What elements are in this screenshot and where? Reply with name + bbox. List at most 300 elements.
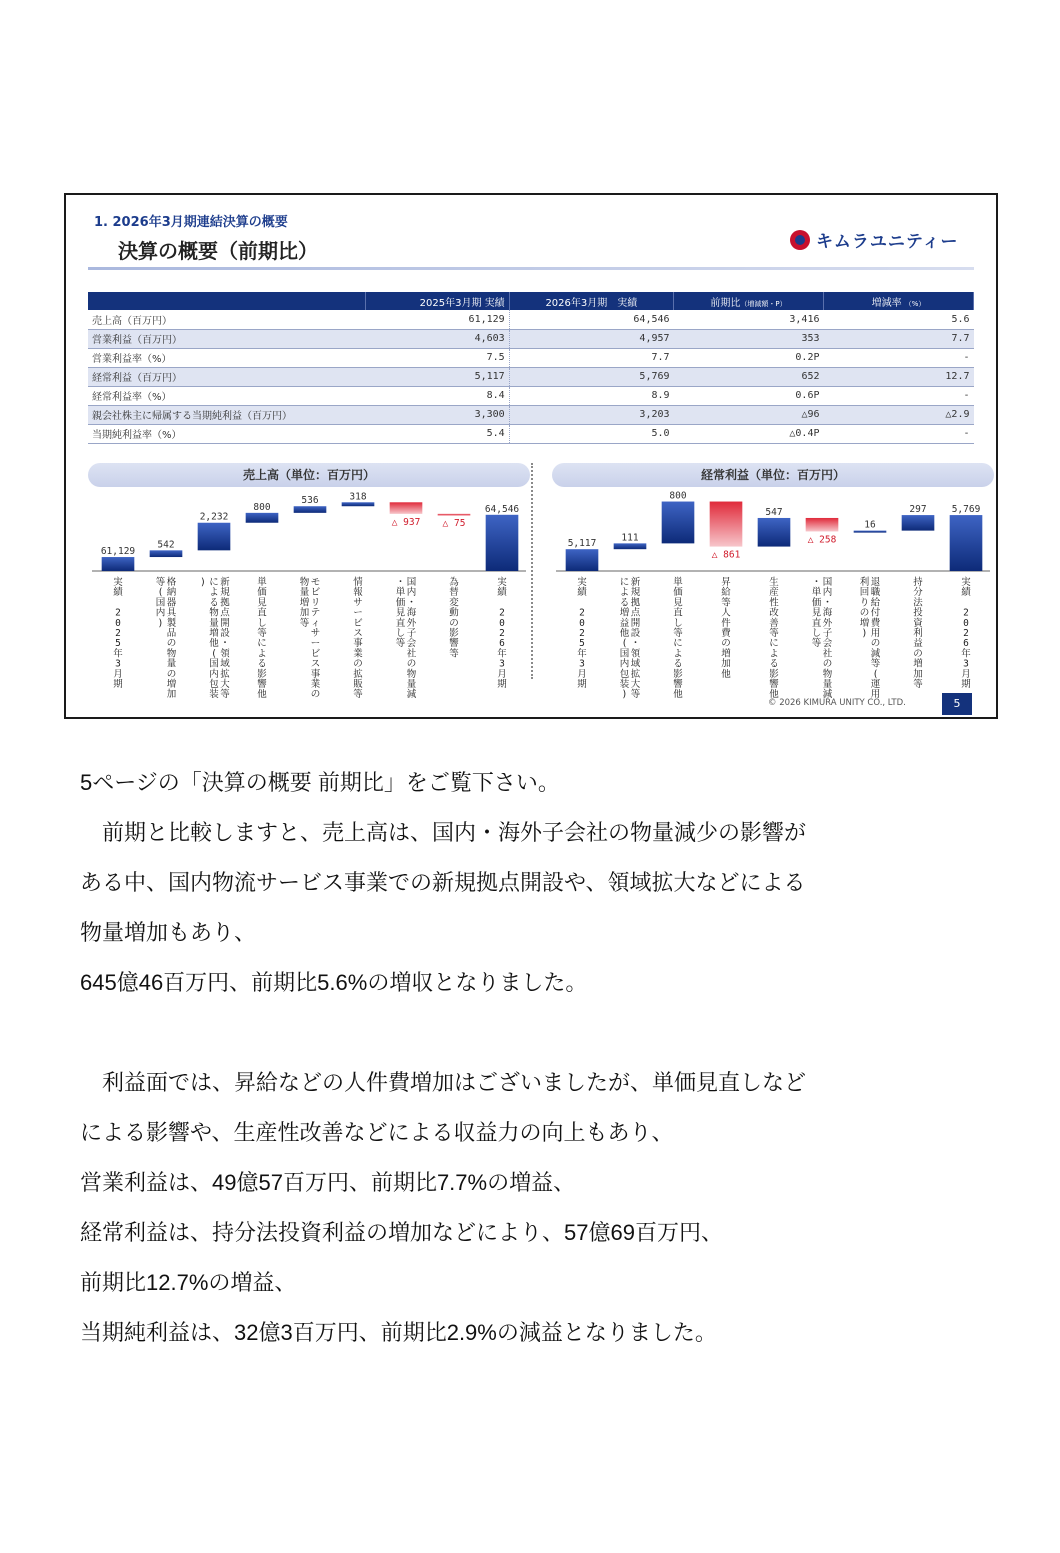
svg-text:年: 年 xyxy=(961,648,971,660)
row-value: △0.4P xyxy=(674,424,824,443)
svg-text:に: に xyxy=(619,577,630,588)
svg-text:件: 件 xyxy=(721,617,731,629)
category-label xyxy=(300,576,321,700)
svg-text:期: 期 xyxy=(113,679,123,690)
svg-text:社: 社 xyxy=(822,648,833,660)
svg-text:事: 事 xyxy=(353,638,363,650)
svg-text:費: 費 xyxy=(721,628,731,639)
svg-text:(: ( xyxy=(872,668,879,680)
narrative-line: 前期比12.7%の増益、 xyxy=(80,1270,297,1295)
waterfall-bar xyxy=(102,557,135,571)
svg-text:量: 量 xyxy=(209,617,219,629)
svg-text:る: る xyxy=(257,658,267,670)
narrative-line: 営業利益は、49億57百万円、前期比7.7%の増益、 xyxy=(80,1170,576,1195)
ordinary-profit-waterfall-chart xyxy=(552,463,994,701)
svg-text:等: 等 xyxy=(299,617,310,629)
bar-value-label: △ 861 xyxy=(711,549,741,561)
svg-text:他: 他 xyxy=(619,628,630,639)
svg-text:2: 2 xyxy=(963,607,969,619)
svg-text:善: 善 xyxy=(769,617,779,629)
bar-value-label: 111 xyxy=(621,532,639,544)
waterfall-bar xyxy=(902,515,935,531)
table-row xyxy=(88,310,974,329)
svg-text:域: 域 xyxy=(220,658,230,670)
svg-text:0: 0 xyxy=(963,617,969,629)
svg-text:増: 増 xyxy=(859,617,870,629)
sales-chart-title: 売上高（単位：百万円） xyxy=(88,463,530,487)
svg-text:月: 月 xyxy=(961,668,971,680)
svg-text:昇: 昇 xyxy=(721,577,731,588)
svg-text:点: 点 xyxy=(630,607,641,619)
bar-value-label: 16 xyxy=(864,519,876,531)
svg-text:減: 減 xyxy=(822,689,833,701)
svg-text:2: 2 xyxy=(115,607,121,619)
svg-text:職: 職 xyxy=(870,587,881,599)
row-value: 7.7 xyxy=(824,329,974,348)
table-header-rate: 増減率 （%） xyxy=(824,292,974,310)
waterfall-bar xyxy=(294,506,327,513)
svg-text:領: 領 xyxy=(630,648,641,660)
slide-title: 決算の概要（前期比） xyxy=(118,239,318,263)
row-label: 経常利益率（%） xyxy=(88,386,365,405)
svg-text:新: 新 xyxy=(220,577,230,588)
row-value: 5.4 xyxy=(365,424,509,443)
svg-text:性: 性 xyxy=(769,597,779,609)
svg-text:2: 2 xyxy=(115,628,121,639)
svg-text:単: 単 xyxy=(811,587,822,599)
svg-text:内: 内 xyxy=(822,587,833,599)
waterfall-bar xyxy=(438,514,471,516)
category-label xyxy=(769,576,779,700)
waterfall-bar xyxy=(854,531,887,533)
svg-text:響: 響 xyxy=(449,638,459,650)
row-value: - xyxy=(824,386,974,405)
svg-text:よ: よ xyxy=(673,648,683,660)
svg-text:開: 開 xyxy=(220,617,230,629)
slide-panel xyxy=(64,193,998,719)
svg-text:価: 価 xyxy=(811,597,822,609)
svg-text:拡: 拡 xyxy=(220,668,230,680)
row-value: 7.7 xyxy=(509,348,673,367)
svg-text:減: 減 xyxy=(406,689,417,701)
row-value: 353 xyxy=(674,329,824,348)
svg-text:価: 価 xyxy=(673,587,683,599)
category-label xyxy=(353,576,363,700)
svg-text:給: 給 xyxy=(721,587,731,599)
svg-text:量: 量 xyxy=(166,658,177,670)
svg-text:等: 等 xyxy=(155,577,166,588)
svg-text:具: 具 xyxy=(166,607,177,619)
row-value: 4,957 xyxy=(509,329,673,348)
svg-text:モ: モ xyxy=(310,577,321,588)
narrative-line: 物量増加もあり、 xyxy=(80,920,257,945)
svg-text:他: 他 xyxy=(721,668,731,680)
svg-text:実: 実 xyxy=(113,577,123,588)
svg-text:単: 単 xyxy=(257,577,267,588)
svg-text:績: 績 xyxy=(497,587,507,599)
waterfall-bar xyxy=(198,523,231,551)
title-underline xyxy=(88,267,974,270)
svg-text:他: 他 xyxy=(257,689,267,701)
svg-text:品: 品 xyxy=(166,628,177,639)
svg-text:開: 開 xyxy=(630,617,641,629)
table-header-fy2026: 2026年3月期 実績 xyxy=(509,292,673,310)
svg-text:ー: ー xyxy=(310,638,321,650)
svg-text:加: 加 xyxy=(299,607,310,619)
profit-chart-svg xyxy=(552,490,994,701)
summary-table xyxy=(88,292,974,444)
waterfall-bar xyxy=(246,513,279,523)
table-row xyxy=(88,367,974,386)
svg-text:国: 国 xyxy=(155,597,166,609)
svg-text:物: 物 xyxy=(166,648,177,660)
svg-text:事: 事 xyxy=(310,668,321,680)
svg-text:よ: よ xyxy=(769,648,779,660)
svg-text:等: 等 xyxy=(811,638,822,650)
svg-text:規: 規 xyxy=(630,587,641,599)
narrative-line: ある中、国内物流サービス事業での新規拠点開設や、領域拡大などによる xyxy=(80,870,806,895)
svg-text:他: 他 xyxy=(209,638,219,650)
row-label: 営業利益（百万円） xyxy=(88,329,365,348)
category-label xyxy=(961,576,972,690)
svg-text:会: 会 xyxy=(406,638,417,650)
svg-text:他: 他 xyxy=(673,689,683,701)
svg-text:法: 法 xyxy=(913,597,923,609)
svg-text:海: 海 xyxy=(822,607,833,619)
waterfall-bar xyxy=(486,515,519,571)
svg-text:業: 業 xyxy=(353,648,363,660)
bar-value-label: 64,546 xyxy=(484,503,520,515)
svg-text:内: 内 xyxy=(406,587,417,599)
table-row xyxy=(88,405,974,424)
svg-text:規: 規 xyxy=(220,587,230,599)
svg-text:製: 製 xyxy=(166,617,177,629)
bar-value-label: 318 xyxy=(349,491,367,503)
svg-text:よ: よ xyxy=(619,587,630,599)
svg-text:等: 等 xyxy=(395,638,406,650)
svg-text:国: 国 xyxy=(209,658,219,670)
category-label xyxy=(200,576,230,700)
svg-text:響: 響 xyxy=(257,679,267,690)
svg-text:る: る xyxy=(673,658,683,670)
svg-text:領: 領 xyxy=(220,648,230,660)
row-value: △2.9 xyxy=(824,405,974,424)
svg-text:月: 月 xyxy=(577,668,587,680)
svg-text:し: し xyxy=(811,628,822,639)
svg-text:2: 2 xyxy=(579,628,585,639)
table-header-fy2025: 2025年3月期 実績 xyxy=(365,292,509,310)
svg-text:産: 産 xyxy=(769,587,779,599)
svg-text:増: 増 xyxy=(299,597,310,609)
category-label xyxy=(620,576,641,700)
svg-text:年: 年 xyxy=(577,648,587,660)
row-value: 8.4 xyxy=(365,386,509,405)
bar-value-label: 542 xyxy=(157,539,175,551)
svg-text:2: 2 xyxy=(499,628,505,639)
svg-text:量: 量 xyxy=(822,679,833,690)
row-label: 当期純利益率（%） xyxy=(88,424,365,443)
svg-text:0: 0 xyxy=(115,617,121,629)
svg-text:装: 装 xyxy=(209,689,219,701)
table-header-row xyxy=(88,292,974,310)
svg-text:の: の xyxy=(166,668,177,680)
svg-text:に: に xyxy=(673,638,683,650)
bar-value-label: 800 xyxy=(253,501,271,513)
svg-text:・: ・ xyxy=(395,577,406,588)
narrative-line: 経常利益は、持分法投資利益の増加などにより、57億69百万円、 xyxy=(80,1220,723,1245)
svg-text:(: ( xyxy=(157,587,164,599)
svg-text:影: 影 xyxy=(769,668,779,680)
table-row xyxy=(88,386,974,405)
svg-text:納: 納 xyxy=(166,587,177,599)
waterfall-bar xyxy=(758,518,791,547)
svg-text:の: の xyxy=(859,607,870,619)
row-label: 営業利益率（%） xyxy=(88,348,365,367)
svg-text:ス: ス xyxy=(310,658,321,670)
svg-text:子: 子 xyxy=(406,628,417,639)
category-label xyxy=(257,576,267,700)
category-label xyxy=(156,576,177,700)
svg-text:包: 包 xyxy=(209,679,219,690)
svg-text:・: ・ xyxy=(406,597,417,609)
category-label xyxy=(812,577,833,700)
bar-value-label: △ 75 xyxy=(442,517,466,529)
row-value: 12.7 xyxy=(824,367,974,386)
svg-text:変: 変 xyxy=(449,597,459,609)
svg-text:器: 器 xyxy=(166,597,177,609)
svg-text:2: 2 xyxy=(579,607,585,619)
category-label xyxy=(577,576,588,690)
svg-text:・: ・ xyxy=(630,638,641,650)
svg-text:影: 影 xyxy=(257,668,267,680)
svg-text:の: の xyxy=(913,648,923,660)
svg-text:3: 3 xyxy=(499,658,505,670)
waterfall-bar xyxy=(150,550,183,557)
svg-text:包: 包 xyxy=(619,668,630,680)
svg-text:月: 月 xyxy=(497,668,507,680)
svg-text:等: 等 xyxy=(870,658,881,670)
row-value: 5,117 xyxy=(365,367,509,386)
svg-text:績: 績 xyxy=(113,587,123,599)
svg-text:2: 2 xyxy=(963,628,969,639)
svg-text:為: 為 xyxy=(449,577,459,588)
row-value: 4,603 xyxy=(365,329,509,348)
narrative-line: 利益面では、昇給などの人件費増加はございましたが、単価見直しなど xyxy=(80,1070,807,1095)
table-row xyxy=(88,329,974,348)
svg-text:子: 子 xyxy=(822,628,833,639)
row-label: 親会社株主に帰属する当期純利益（百万円） xyxy=(88,405,365,424)
row-label: 経常利益（百万円） xyxy=(88,367,365,386)
svg-text:装: 装 xyxy=(619,679,630,690)
row-value: 5,769 xyxy=(509,367,673,386)
svg-text:ビ: ビ xyxy=(310,587,321,599)
row-label: 売上高（百万円） xyxy=(88,310,365,329)
bar-value-label: 536 xyxy=(301,495,319,507)
svg-text:ー: ー xyxy=(353,607,363,619)
svg-text:加: 加 xyxy=(166,689,177,701)
chart-divider xyxy=(531,463,533,679)
category-label xyxy=(721,577,731,680)
svg-text:国: 国 xyxy=(822,577,833,588)
svg-text:情: 情 xyxy=(353,577,363,588)
row-value: - xyxy=(824,424,974,443)
section-title: 1. 2026年3月期連結決算の概要 xyxy=(94,215,288,230)
waterfall-bar xyxy=(342,502,375,506)
svg-text:価: 価 xyxy=(257,587,267,599)
svg-text:改: 改 xyxy=(769,607,779,619)
svg-text:給: 給 xyxy=(870,597,881,609)
svg-text:の: の xyxy=(449,617,459,629)
row-value: 7.5 xyxy=(365,348,509,367)
svg-text:(: ( xyxy=(621,638,628,650)
bar-value-label: 5,769 xyxy=(951,504,981,516)
row-value: 3,203 xyxy=(509,405,673,424)
svg-text:物: 物 xyxy=(299,577,310,588)
svg-text:ビ: ビ xyxy=(310,648,321,660)
svg-text:拡: 拡 xyxy=(353,668,363,680)
narrative-line: 5ページの「決算の概要 前期比」をご覧下さい。 xyxy=(80,770,560,795)
logo-text: キムラユニティー xyxy=(816,232,959,252)
sales-waterfall-chart xyxy=(88,463,530,701)
svg-text:等: 等 xyxy=(353,689,363,701)
svg-text:量: 量 xyxy=(299,587,310,599)
svg-text:響: 響 xyxy=(673,679,683,690)
svg-text:増: 増 xyxy=(166,679,177,690)
waterfall-bar xyxy=(950,515,983,571)
svg-text:テ: テ xyxy=(310,607,321,619)
svg-text:報: 報 xyxy=(353,587,363,599)
svg-text:年: 年 xyxy=(497,648,507,660)
bar-value-label: 297 xyxy=(909,504,927,516)
svg-text:の: の xyxy=(721,638,731,650)
svg-text:の: の xyxy=(406,658,417,670)
narrative-line: 当期純利益は、32億3百万円、前期比2.9%の減益となりました。 xyxy=(80,1320,717,1345)
svg-text:生: 生 xyxy=(769,577,779,588)
table-header-label xyxy=(88,292,365,310)
svg-text:2: 2 xyxy=(499,607,505,619)
svg-text:期: 期 xyxy=(961,679,971,690)
svg-text:実: 実 xyxy=(497,577,507,588)
svg-text:績: 績 xyxy=(961,587,971,599)
bar-value-label: △ 937 xyxy=(391,516,421,528)
svg-text:拠: 拠 xyxy=(630,597,641,609)
waterfall-bar xyxy=(710,502,743,547)
svg-text:拡: 拡 xyxy=(630,668,641,680)
svg-text:し: し xyxy=(395,628,406,639)
svg-text:点: 点 xyxy=(220,607,230,619)
svg-text:サ: サ xyxy=(310,628,321,639)
category-label xyxy=(860,576,881,700)
svg-text:の: の xyxy=(353,658,363,670)
svg-text:増: 増 xyxy=(209,628,219,639)
svg-text:会: 会 xyxy=(822,638,833,650)
svg-text:6: 6 xyxy=(499,638,505,650)
svg-text:実: 実 xyxy=(961,577,971,588)
svg-text:内: 内 xyxy=(619,658,630,670)
category-label xyxy=(673,576,683,700)
svg-text:し: し xyxy=(257,617,267,629)
row-value: △96 xyxy=(674,405,824,424)
svg-text:の: の xyxy=(166,638,177,650)
svg-text:に: に xyxy=(257,638,267,650)
copyright: © 2026 KIMURA UNITY CO., LTD. xyxy=(768,698,906,708)
svg-text:等: 等 xyxy=(769,628,779,639)
svg-text:外: 外 xyxy=(822,617,833,629)
row-value: 652 xyxy=(674,367,824,386)
svg-text:等: 等 xyxy=(630,689,641,701)
svg-text:直: 直 xyxy=(811,617,822,629)
bar-value-label: △ 258 xyxy=(807,534,837,546)
svg-text:響: 響 xyxy=(769,679,779,690)
svg-text:3: 3 xyxy=(963,658,969,670)
svg-text:加: 加 xyxy=(721,658,731,670)
svg-text:): ) xyxy=(861,628,868,639)
svg-text:投: 投 xyxy=(913,607,923,619)
svg-text:付: 付 xyxy=(870,607,881,619)
svg-text:内: 内 xyxy=(155,607,166,619)
row-value: 64,546 xyxy=(509,310,673,329)
svg-text:他: 他 xyxy=(769,689,779,701)
svg-text:る: る xyxy=(619,597,630,609)
svg-text:単: 単 xyxy=(673,577,683,588)
company-logo xyxy=(790,227,958,252)
row-value: 0.6P xyxy=(674,386,824,405)
svg-text:利: 利 xyxy=(859,577,870,588)
narrative-line: 前期と比較しますと、売上高は、国内・海外子会社の物量減少の影響が xyxy=(80,820,807,845)
svg-text:外: 外 xyxy=(406,617,417,629)
svg-text:加: 加 xyxy=(913,668,923,680)
svg-text:年: 年 xyxy=(113,648,123,660)
svg-text:実: 実 xyxy=(577,577,587,588)
sales-chart-svg xyxy=(88,491,530,701)
svg-text:の: の xyxy=(870,638,881,650)
svg-text:大: 大 xyxy=(630,679,641,690)
svg-text:・: ・ xyxy=(811,577,822,588)
svg-text:退: 退 xyxy=(870,577,881,588)
svg-text:分: 分 xyxy=(913,587,923,599)
svg-text:見: 見 xyxy=(257,597,267,609)
svg-text:6: 6 xyxy=(963,638,969,650)
svg-text:る: る xyxy=(209,597,219,609)
svg-text:物: 物 xyxy=(406,668,417,680)
svg-text:費: 費 xyxy=(870,617,881,629)
svg-text:物: 物 xyxy=(209,607,219,619)
svg-text:増: 増 xyxy=(721,648,731,660)
row-value: - xyxy=(824,348,974,367)
svg-text:増: 増 xyxy=(619,607,630,619)
svg-text:5: 5 xyxy=(115,638,121,650)
svg-text:直: 直 xyxy=(673,607,683,619)
svg-text:益: 益 xyxy=(619,617,630,629)
svg-text:新: 新 xyxy=(630,577,641,588)
bar-value-label: 61,129 xyxy=(100,546,136,558)
category-label xyxy=(913,576,923,690)
table-row xyxy=(88,348,974,367)
table-header-yoy: 前期比（増減額・P） xyxy=(674,292,824,310)
svg-text:3: 3 xyxy=(115,658,121,670)
waterfall-bar xyxy=(806,518,839,531)
svg-text:内: 内 xyxy=(209,668,219,680)
table-row xyxy=(88,424,974,443)
narrative-line: 645億46百万円、前期比5.6%の増収となりました。 xyxy=(80,970,588,995)
svg-text:量: 量 xyxy=(406,679,417,690)
svg-text:サ: サ xyxy=(353,597,363,609)
svg-text:・: ・ xyxy=(220,638,230,650)
svg-text:等: 等 xyxy=(913,679,923,690)
svg-text:持: 持 xyxy=(913,577,923,588)
svg-text:リ: リ xyxy=(310,597,321,609)
svg-text:人: 人 xyxy=(721,607,731,619)
